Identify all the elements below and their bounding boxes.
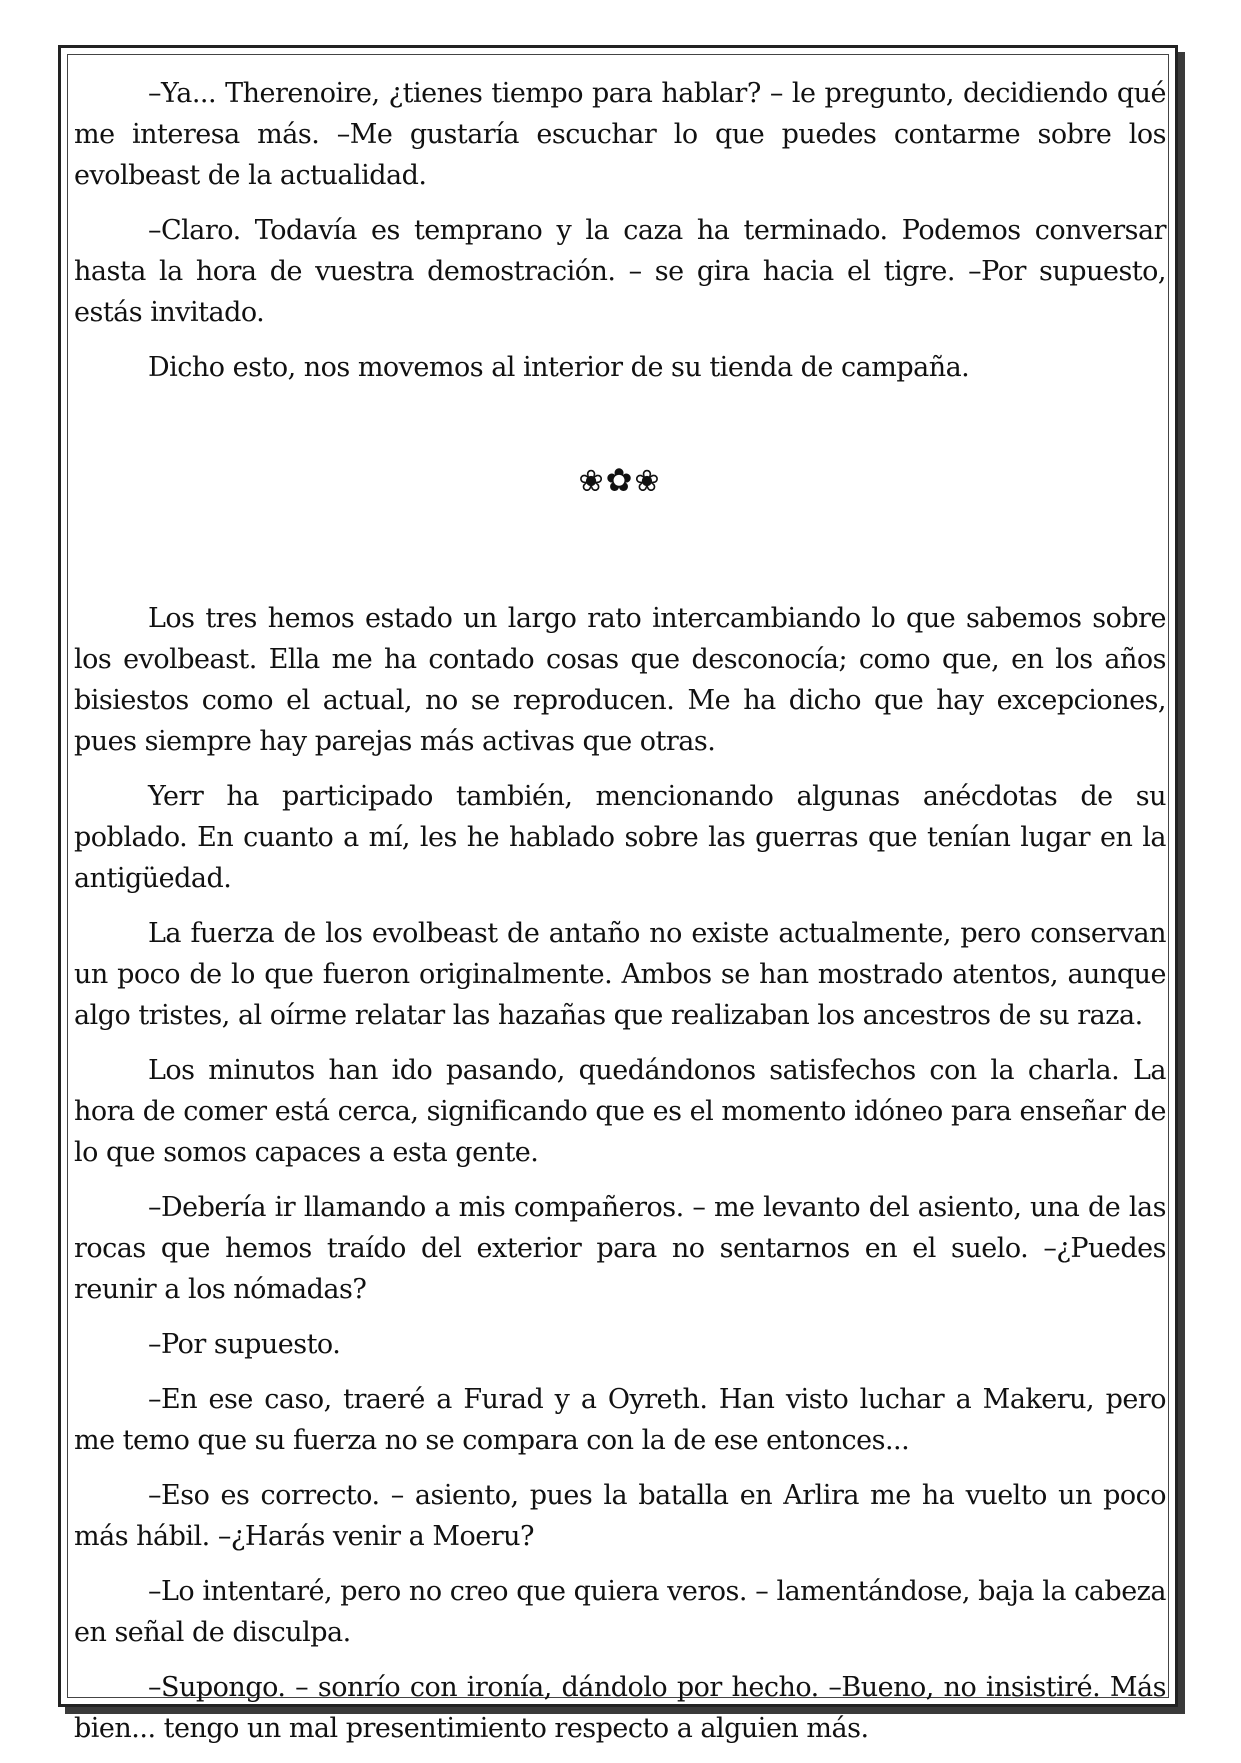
paragraph: La fuerza de los evolbeast de antaño no existe actualmente, pero conservan un poco de lo que fueron originalmente. Ambos se han mostrado atentos, aunque algo tristes, al oírme relatar las hazañas que realizaban los ancestros de su raza. bbox=[74, 918, 1166, 1031]
paragraph: –En ese caso, traeré a Furad y a Oyreth. Han visto luchar a Makeru, pero me temo que su fuerza no se compara con la de ese entonces... bbox=[74, 1384, 1166, 1456]
flower-outline-icon: ❀ bbox=[578, 464, 606, 499]
paragraph: –Lo intentaré, pero no creo que quiera veros. – lamentándose, baja la cabeza en señal de disculpa. bbox=[74, 1576, 1166, 1648]
paragraph: –Supongo. – sonrío con ironía, dándolo por hecho. –Bueno, no insistiré. Más bien... tengo un mal presentimiento respecto a alguien más. bbox=[74, 1672, 1166, 1744]
paragraph: Los tres hemos estado un largo rato intercambiando lo que sabemos sobre los evolbeast. Ella me ha contado cosas que desconocía; como que, en los años bisiestos como el actual, no se reproducen. Me ha dicho que hay excepciones, pues siempre hay parejas más activas que otras. bbox=[74, 603, 1166, 757]
paragraph: –Debería ir llamando a mis compañeros. – me levanto del asiento, una de las rocas que hemos traído del exterior para no sentarnos en el suelo. –¿Puedes reunir a los nómadas? bbox=[74, 1192, 1166, 1305]
paragraph: Los minutos han ido pasando, quedándonos satisfechos con la charla. La hora de comer está cerca, significando que es el momento idóneo para enseñar de lo que somos capaces a esta gente. bbox=[74, 1055, 1166, 1168]
paragraph: –Por supuesto. bbox=[148, 1329, 341, 1360]
paragraph: Yerr ha participado también, mencionando algunas anécdotas de su poblado. En cuanto a mí, les he hablado sobre las guerras que tenían lugar en la antigüedad. bbox=[74, 781, 1166, 894]
page-text bbox=[74, 73, 1166, 1763]
paragraph: –Eso es correcto. – asiento, pues la batalla en Arlira me ha vuelto un poco más hábil. –¿Harás venir a Moeru? bbox=[74, 1480, 1166, 1552]
paragraph: –Claro. Todavía es temprano y la caza ha terminado. Podemos conversar hasta la hora de vuestra demostración. – se gira hacia el tigre. –Por supuesto, estás invitado. bbox=[74, 215, 1166, 328]
section-break-ornament bbox=[74, 460, 1166, 502]
paragraph: –Ya... Therenoire, ¿tienes tiempo para hablar? – le pregunto, decidiendo qué me interesa más. –Me gustaría escuchar lo que puedes contarme sobre los evolbeast de la actualidad. bbox=[74, 78, 1166, 191]
flower-filled-icon: ✿ bbox=[605, 461, 635, 499]
paragraph: Dicho esto, nos movemos al interior de su tienda de campaña. bbox=[148, 352, 970, 383]
flower-outline-icon: ❀ bbox=[634, 464, 662, 499]
